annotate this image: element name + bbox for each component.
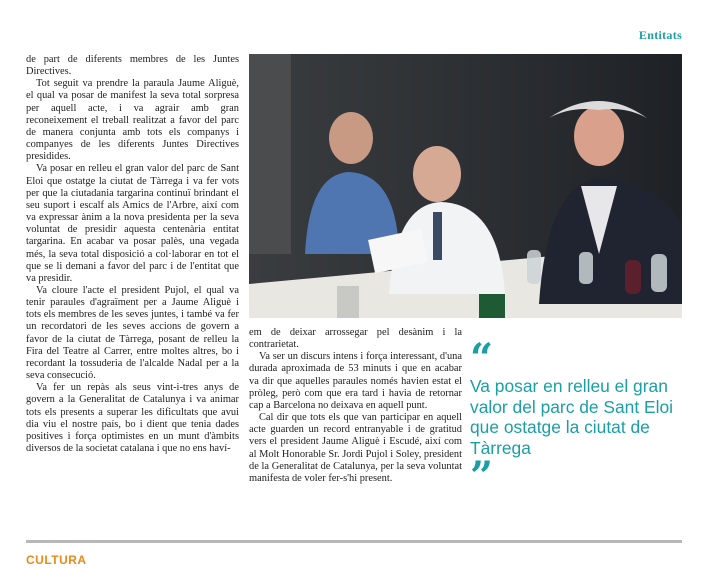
- section-header-label: Entitats: [638, 28, 682, 42]
- paragraph: Tot seguit va prendre la paraula Jaume Aliguè, el qual va posar de manifest la seva total sorpresa per aquell acte, i va agrair amb gran reconeixement el treball realitzat a favor del parc de manera conjunta amb tots els companys i companyes de les diferents Juntes Directives presidides.: [26, 78, 239, 163]
- footer-divider: [26, 540, 682, 543]
- paragraph: em de deixar arrossegar pel desànim i la contrarietat.: [249, 327, 462, 351]
- paragraph: Cal dir que tots els que van participar en aquell acte guarden un record entranyable i de gratitud vers el president Jaume Aliguè i Escudé, així com al Molt Honorable Sr. Jordi Pujol i Soley, president de la Generalitat de Catalunya, per la seva voluntat manifesta de voler fer-s'hi present.: [249, 412, 462, 484]
- section-footer-label: CULTURA: [26, 553, 87, 567]
- paragraph: Va fer un repàs als seus vint-i-tres anys de govern a la Generalitat de Catalunya i va animar tots els presents a superar les dificultats que avui dia viu el nostre país, bo i dient que tenia dades positives i força optimistes en un munt d'àmbits diversos de la societat catalana i que no ens haví-: [26, 382, 239, 454]
- pull-quote: [470, 335, 682, 500]
- paragraph: Va cloure l'acte el president Pujol, el qual va tenir paraules d'agraïment per a Jaume Aliguè i tots els membres de les seves juntes, i també va fer un recordatori de les seves accions de govern a favor de la ciutat de Tàrrega, posant de relleu la Fira del Teatre al Carrer, entre moltes altres, bo i recordant la tossuderia de l'alcalde Nadal per a la seva consecució.: [26, 284, 239, 382]
- event-photo-illustration: [249, 54, 682, 318]
- open-quote-mark: “: [470, 335, 494, 382]
- pull-quote-text: Va posar en relleu el gran valor del parc de Sant Eloi que ostatge la ciutat de Tàrrega: [470, 376, 674, 458]
- paragraph: Va ser un discurs intens i força interessant, d'una durada aproximada de 53 minuts i que en acabar va dir que aquelles paraules només havien estat el pròleg, però com que era tard i havia de retornar cap a Barcelona no deixava en aquell punt.: [249, 351, 462, 411]
- close-quote-mark: ”: [470, 453, 494, 500]
- event-photo: [249, 54, 682, 318]
- paragraph: de part de diferents membres de les Juntes Directives.: [26, 54, 239, 78]
- paragraph: Va posar en relleu el gran valor del parc de Sant Eloi que ostatge la ciutat de Tàrrega i va fer vots per que la ciutadania targarina continuï brindant el seu suport i escalf als Amics de l'Arbre, així com va expressar ànim a la nova presidenta per la seva voluntat de presidir aquesta centenària entitat targarina. En acabar va posar palès, una vegada més, la seva total disposició a col·laborar en tot el que se li demani a favor del parc i de l'entitat que va presidir.: [26, 163, 239, 284]
- article-column-2: [249, 327, 462, 485]
- article-column-1: [26, 54, 239, 455]
